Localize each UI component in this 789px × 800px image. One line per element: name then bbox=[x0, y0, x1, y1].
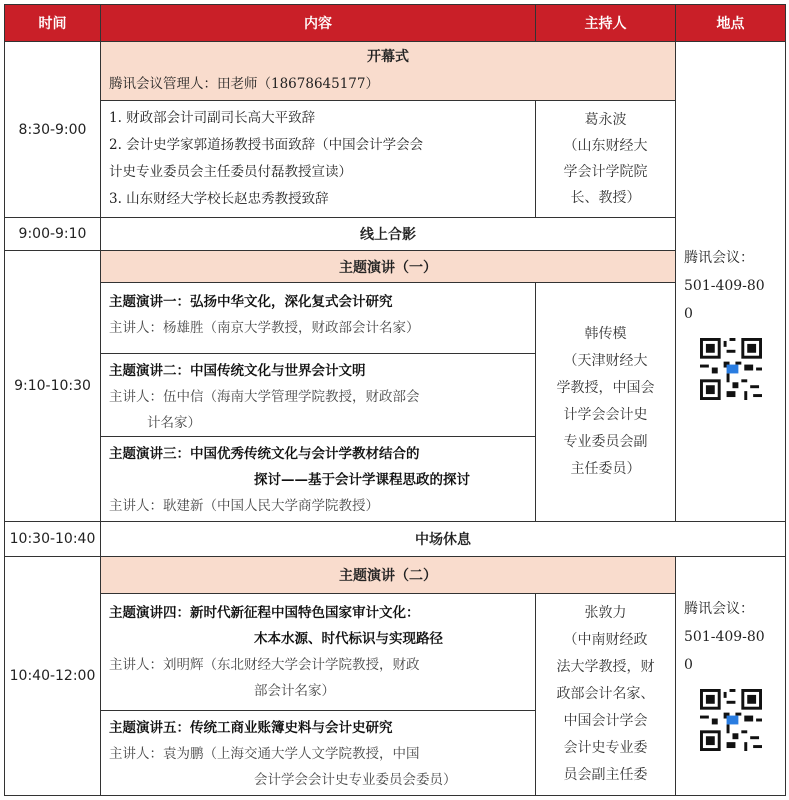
talk-5-speaker: 主讲人：袁为鹏（上海交通大学人文学院教授，中国 bbox=[109, 746, 420, 762]
photo-label: 线上合影 bbox=[101, 218, 676, 251]
talk-3 bbox=[101, 437, 535, 521]
break-row bbox=[5, 522, 786, 557]
talk-4-speaker: 主讲人：刘明辉（东北财经大学会计学院教授，财政 bbox=[109, 657, 420, 673]
opening-host-line: 长、教授） bbox=[570, 190, 641, 206]
opening-host-line: 葛永波 bbox=[584, 112, 627, 128]
opening-detail-row bbox=[5, 101, 786, 218]
session2-title-row bbox=[5, 557, 786, 594]
session1-host-line: 主任委员） bbox=[570, 461, 641, 477]
session2-host-line: （中南财经政 bbox=[563, 632, 648, 648]
talk-5-speaker-cont: 会计学会会计史专业委员会委员） bbox=[254, 772, 457, 788]
session2-host-line: 员会副主任委 bbox=[563, 767, 648, 783]
session2-host-line: 会计史专业委 bbox=[563, 740, 648, 756]
opening-host bbox=[536, 101, 676, 218]
photo-row bbox=[5, 218, 786, 251]
session1-title: 主题演讲（一） bbox=[101, 251, 676, 283]
location-1-line-3: 0 bbox=[684, 305, 693, 322]
talk-4-title: 主题演讲四：新时代新征程中国特色国家审计文化： bbox=[109, 605, 420, 621]
header-time: 时间 bbox=[5, 5, 101, 42]
talk-4-speaker-cont: 部会计名家） bbox=[254, 683, 335, 699]
opening-item-1: 1. 财政部会计司副司长高大平致辞 bbox=[109, 110, 316, 126]
opening-host-line: 学会计学院院 bbox=[563, 164, 648, 180]
session2-host-line: 法大学教授，财 bbox=[556, 659, 655, 675]
break-time: 10:30-10:40 bbox=[5, 522, 101, 557]
header-content: 内容 bbox=[101, 5, 536, 42]
opening-items bbox=[101, 101, 536, 218]
talk-4-title-cont: 木本水源、时代标识与实现路径 bbox=[254, 631, 443, 647]
photo-time: 9:00-9:10 bbox=[5, 218, 101, 251]
session1-host-line: （天津财经大 bbox=[563, 353, 648, 369]
session2-detail-row bbox=[5, 594, 786, 796]
qr-code-icon bbox=[700, 338, 762, 400]
session2-host-line: 政部会计名家、 bbox=[556, 686, 655, 702]
session1-time: 9:10-10:30 bbox=[5, 251, 101, 522]
session2-talks bbox=[101, 594, 536, 796]
session2-host-line: 中国会计学会 bbox=[563, 713, 648, 729]
talk-1 bbox=[101, 283, 535, 354]
opening-title-row bbox=[5, 42, 786, 101]
location-cell-1 bbox=[676, 42, 786, 522]
session2-host-line: 张敦力 bbox=[584, 605, 627, 621]
session1-title-row bbox=[5, 251, 786, 283]
talk-3-title-cont: 探讨——基于会计学课程思政的探讨 bbox=[254, 472, 470, 488]
break-label: 中场休息 bbox=[101, 522, 786, 557]
talk-2 bbox=[101, 354, 535, 437]
opening-host-line: （山东财经大 bbox=[563, 138, 648, 154]
header-host: 主持人 bbox=[536, 5, 676, 42]
talk-2-title: 主题演讲二：中国传统文化与世界会计文明 bbox=[109, 363, 366, 379]
opening-item-2b: 计史专业委员会主任委员付磊教授宣读） bbox=[109, 164, 352, 180]
talk-3-speaker: 主讲人：耿建新（中国人民大学商学院教授） bbox=[109, 498, 379, 514]
session1-detail-row bbox=[5, 283, 786, 522]
opening-item-2: 2. 会计史学家郭道扬教授书面致辞（中国会计学会会 bbox=[109, 137, 424, 153]
talk-2-speaker: 主讲人：伍中信（海南大学管理学院教授，财政部会 bbox=[109, 389, 420, 405]
session1-host-line: 计学会会计史 bbox=[563, 407, 648, 423]
session1-host-line: 专业委员会副 bbox=[563, 434, 648, 450]
qr-code-icon bbox=[700, 689, 762, 751]
session1-talks bbox=[101, 283, 536, 522]
talk-4 bbox=[101, 594, 535, 711]
opening-admin: 腾讯会议管理人：田老师（18678645177） bbox=[109, 76, 379, 92]
header-place: 地点 bbox=[676, 5, 786, 42]
session2-host bbox=[536, 594, 676, 796]
session1-host-line: 学教授，中国会 bbox=[556, 380, 655, 396]
session2-title: 主题演讲（二） bbox=[101, 557, 676, 594]
agenda-table bbox=[4, 4, 786, 796]
talk-5-title: 主题演讲五：传统工商业账簿史料与会计史研究 bbox=[109, 720, 393, 736]
location-2-line-1: 腾讯会议： bbox=[684, 601, 754, 617]
session1-host-line: 韩传模 bbox=[584, 326, 627, 342]
location-1-line-1: 腾讯会议： bbox=[684, 249, 754, 266]
talk-2-speaker-cont: 计名家） bbox=[147, 415, 201, 431]
location-2-line-3: 0 bbox=[684, 657, 693, 673]
location-1-line-2: 501-409-80 bbox=[684, 277, 765, 294]
talk-1-speaker: 主讲人：杨雄胜（南京大学教授，财政部会计名家） bbox=[109, 320, 420, 336]
opening-title: 开幕式 bbox=[367, 49, 409, 65]
opening-time: 8:30-9:00 bbox=[5, 42, 101, 218]
talk-3-title: 主题演讲三：中国优秀传统文化与会计学教材结合的 bbox=[109, 446, 420, 462]
talk-5 bbox=[101, 711, 535, 795]
session1-host bbox=[536, 283, 676, 522]
location-2-line-2: 501-409-80 bbox=[684, 629, 765, 645]
header-row bbox=[5, 5, 786, 42]
location-cell-2 bbox=[676, 557, 786, 796]
session2-time: 10:40-12:00 bbox=[5, 557, 101, 796]
opening-item-3: 3. 山东财经大学校长赵忠秀教授致辞 bbox=[109, 191, 329, 207]
talk-1-title: 主题演讲一：弘扬中华文化，深化复式会计研究 bbox=[109, 294, 393, 310]
opening-band bbox=[101, 42, 676, 101]
